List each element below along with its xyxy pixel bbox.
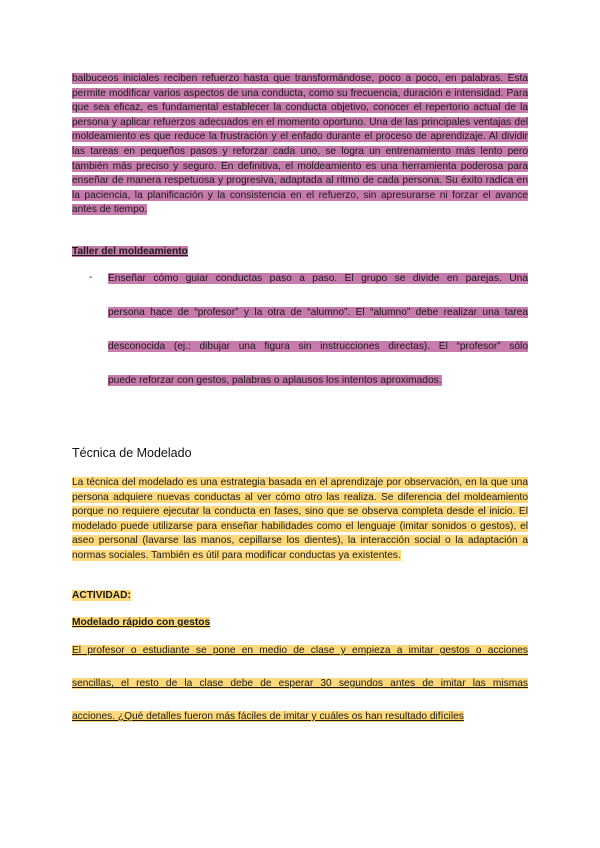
taller-line: desconocida (ej.: dibujar una figura sin instrucciones directas). El “profesor” sólo bbox=[108, 341, 528, 352]
taller-line: puede reforzar con gestos, palabras o aplausos los intentos aproximados. bbox=[108, 375, 442, 386]
actividad-label: ACTIVIDAD: bbox=[72, 590, 131, 601]
list-bullet: - bbox=[89, 272, 93, 283]
activity-line: sencillas, el resto de la clase debe de esperar 30 segundos antes de imitar las mismas bbox=[72, 678, 528, 689]
activity-line: acciones. ¿Qué detalles fueron más fáciles de imitar y cuáles os han resultado difíciles bbox=[72, 711, 464, 722]
taller-line: persona hace de “profesor” y la otra de “alumno”. El “alumno” debe realizar una tarea bbox=[108, 307, 528, 318]
moldeamiento-paragraph-text: balbuceos iniciales reciben refuerzo hasta que transformándose, poco a poco, en palabras. Esta permite modificar varios aspectos de una conducta, como su frecuencia, duración e intensidad. Para que sea eficaz, es fundamental establecer la conducta objetivo, conocer el repertorio actual de la persona y aplicar refuerzos adecuados en el momento oportuno. Una de las principales ventajas del moldeamiento es que reduce la frustración y el enfado durante el proceso de aprendizaje. Al dividir las tareas en pequeños pasos y reforzar cada uno, se logra un entrenamiento más lento pero también más preciso y seguro. En definitiva, el moldeamiento es una herramienta poderosa para enseñar de manera respetuosa y progresiva, adaptada al ritmo de cada persona. Su éxito radica en la paciencia, la planificación y la consistencia en el refuerzo, sin apresurarse ni forzar el avance antes de tiempo. bbox=[72, 73, 528, 216]
section-title: Técnica de Modelado bbox=[72, 446, 192, 460]
modelado-paragraph-text: La técnica del modelado es una estrategia basada en el aprendizaje por observación, en la que una persona adquiere nuevas conductas al ver cómo otro las realiza. Se diferencia del moldeamiento porque no requiere ejecutar la conducta en fases, sino que se observa completa desde el inicio. El modelado puede utilizarse para enseñar habilidades como el lenguaje (imitar sonidos o gestos), el aseo personal (lavarse las manos, cepillarse los dientes), la interacción social o la adaptación a normas sociales. También es útil para modificar conductas ya existentes. bbox=[72, 477, 528, 561]
activity-line: El profesor o estudiante se pone en medio de clase y empieza a imitar gestos o acciones bbox=[72, 645, 528, 656]
taller-line: Enseñar cómo guiar conductas paso a paso. El grupo se divide en parejas. Una bbox=[108, 273, 528, 284]
modelado-paragraph bbox=[72, 476, 528, 564]
modelado-activity-title: Modelado rápido con gestos bbox=[72, 617, 211, 628]
moldeamiento-paragraph bbox=[72, 72, 528, 218]
taller-title: Taller del moldeamiento bbox=[72, 246, 188, 257]
